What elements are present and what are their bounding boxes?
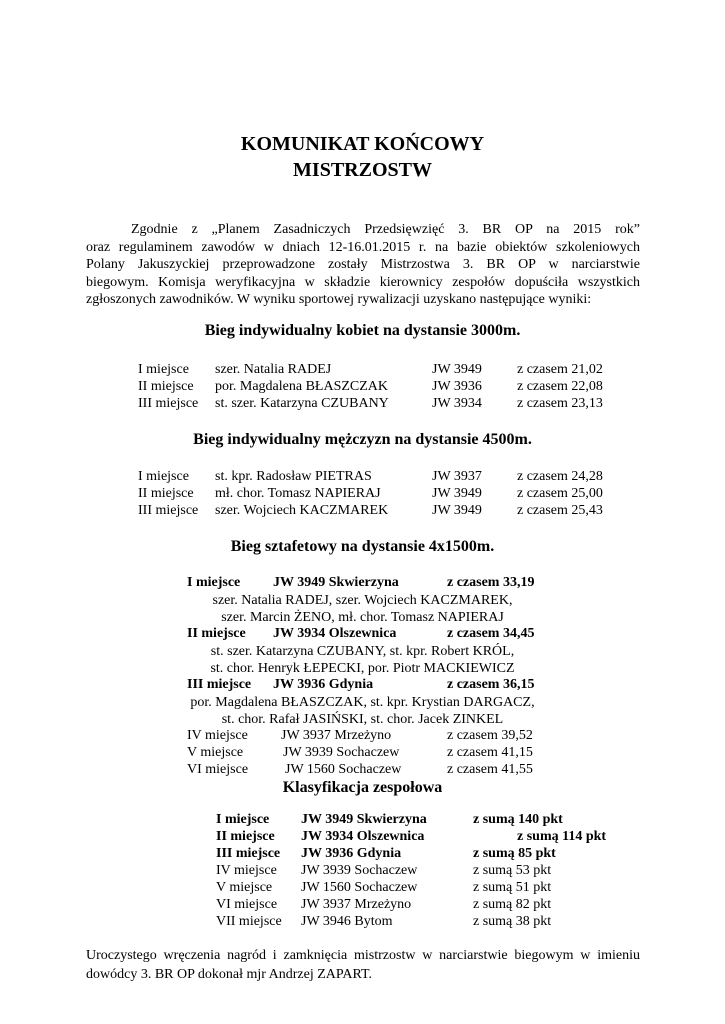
result-unit: JW 3949 — [432, 362, 482, 377]
team-unit: JW 3936 Gdynia — [301, 846, 402, 861]
team-sum: z sumą 85 pkt — [473, 846, 556, 861]
result-place: III miejsce — [138, 396, 199, 411]
relay-unit: JW 3934 Olszewnica — [273, 626, 397, 641]
team-sum: z sumą 82 pkt — [473, 897, 552, 912]
relay-members: st. chor. Rafał JASIŃSKI, st. chor. Jacek ZINKEL — [221, 712, 504, 727]
relay-unit: JW 1560 Sochaczew — [285, 762, 402, 777]
team-unit: JW 3939 Sochaczew — [301, 863, 418, 878]
result-unit: JW 3949 — [432, 503, 482, 518]
result-time: z czasem 25,43 — [517, 503, 603, 518]
team-place: I miejsce — [216, 812, 270, 827]
result-name: por. Magdalena BŁASZCZAK — [215, 379, 389, 394]
team-heading: Klasyfikacja zespołowa — [282, 779, 443, 796]
intro-line: Zgodnie z „Planem Zasadniczych Przedsięwzięć 3. BR OP na 2015 rok” — [131, 222, 640, 237]
result-name: szer. Wojciech KACZMAREK — [215, 503, 389, 518]
relay-time: z czasem 34,45 — [447, 626, 535, 641]
team-place: VI miejsce — [216, 897, 278, 912]
closing-line: Uroczystego wręczenia nagród i zamknięcia mistrzostw w narciarstwie biegowym w imieniu — [86, 948, 640, 963]
team-unit: JW 3934 Olszewnica — [301, 829, 425, 844]
intro-line: zgłoszonych zawodników. W wyniku sportowej rywalizacji uzyskano następujące wyniki: — [86, 292, 592, 307]
relay-unit: JW 3936 Gdynia — [273, 677, 374, 692]
result-name: mł. chor. Tomasz NAPIERAJ — [215, 486, 381, 501]
result-name: st. kpr. Radosław PIETRAS — [215, 469, 372, 484]
title-line-1: KOMUNIKAT KOŃCOWY — [240, 133, 485, 155]
result-time: z czasem 24,28 — [517, 469, 603, 484]
relay-place: IV miejsce — [187, 728, 248, 743]
relay-place: III miejsce — [187, 677, 252, 692]
result-place: III miejsce — [138, 503, 199, 518]
relay-time: z czasem 41,15 — [447, 745, 533, 760]
team-unit: JW 3937 Mrzeżyno — [301, 897, 412, 912]
relay-time: z czasem 36,15 — [447, 677, 535, 692]
result-unit: JW 3934 — [432, 396, 482, 411]
team-place: VII miejsce — [216, 914, 282, 929]
team-sum: z sumą 53 pkt — [473, 863, 552, 878]
result-time: z czasem 22,08 — [517, 379, 603, 394]
team-place: II miejsce — [216, 829, 275, 844]
team-place: V miejsce — [216, 880, 273, 895]
team-place: III miejsce — [216, 846, 281, 861]
relay-unit: JW 3937 Mrzeżyno — [281, 728, 392, 743]
team-unit: JW 3946 Bytom — [301, 914, 393, 929]
relay-time: z czasem 41,55 — [447, 762, 533, 777]
relay-heading: Bieg sztafetowy na dystansie 4x1500m. — [230, 538, 495, 555]
result-place: II miejsce — [138, 486, 194, 501]
relay-members: st. szer. Katarzyna CZUBANY, st. kpr. Robert KRÓL, — [210, 644, 515, 659]
intro-line: Polany Jakuszyckiej przeprowadzone zostały Mistrzostwa 3. BR OP w narciarstwie — [86, 257, 640, 272]
result-time: z czasem 21,02 — [517, 362, 603, 377]
result-unit: JW 3936 — [432, 379, 482, 394]
closing-paragraph — [86, 946, 640, 984]
intro-line: biegowym. Komisja weryfikacyjna w składzie kierownicy zespołów dopuściła wszystkich — [86, 274, 640, 290]
team-sum: z sumą 38 pkt — [473, 914, 552, 929]
relay-members: por. Magdalena BŁASZCZAK, st. kpr. Krystian DARGACZ, — [190, 695, 535, 710]
men-heading: Bieg indywidualny mężczyzn na dystansie 4500m. — [193, 431, 532, 448]
intro-paragraph — [86, 221, 640, 309]
result-time: z czasem 25,00 — [517, 486, 603, 501]
team-sum: z sumą 51 pkt — [473, 880, 552, 895]
closing-line: dowódcy 3. BR OP dokonał mjr Andrzej ZAPART. — [86, 967, 373, 982]
result-time: z czasem 23,13 — [517, 396, 603, 411]
team-unit: JW 1560 Sochaczew — [301, 880, 418, 895]
result-place: I miejsce — [138, 469, 189, 484]
result-unit: JW 3937 — [432, 469, 482, 484]
relay-members: st. chor. Henryk ŁEPECKI, por. Piotr MACKIEWICZ — [210, 661, 515, 676]
title-line-2: MISTRZOSTW — [293, 159, 432, 181]
relay-members: szer. Marcin ŻENO, mł. chor. Tomasz NAPIERAJ — [221, 610, 504, 625]
result-name: szer. Natalia RADEJ — [215, 362, 332, 377]
result-place: I miejsce — [138, 362, 189, 377]
relay-members: szer. Natalia RADEJ, szer. Wojciech KACZMAREK, — [212, 593, 513, 608]
team-unit: JW 3949 Skwierzyna — [301, 812, 427, 827]
result-place: II miejsce — [138, 379, 194, 394]
team-sum: z sumą 114 pkt — [517, 829, 607, 844]
document-title — [0, 131, 725, 183]
relay-unit: JW 3939 Sochaczew — [283, 745, 400, 760]
result-name: st. szer. Katarzyna CZUBANY — [215, 396, 389, 411]
relay-place: I miejsce — [187, 575, 241, 590]
relay-place: V miejsce — [187, 745, 244, 760]
team-place: IV miejsce — [216, 863, 277, 878]
result-unit: JW 3949 — [432, 486, 482, 501]
relay-place: II miejsce — [187, 626, 246, 641]
intro-line: oraz regulaminem zawodów w dniach 12-16.01.2015 r. na bazie obiektów szkoleniowych — [86, 239, 640, 255]
relay-time: z czasem 33,19 — [447, 575, 535, 590]
relay-place: VI miejsce — [187, 762, 249, 777]
team-sum: z sumą 140 pkt — [473, 812, 563, 827]
women-heading: Bieg indywidualny kobiet na dystansie 3000m. — [204, 322, 521, 339]
relay-unit: JW 3949 Skwierzyna — [273, 575, 399, 590]
relay-time: z czasem 39,52 — [447, 728, 533, 743]
